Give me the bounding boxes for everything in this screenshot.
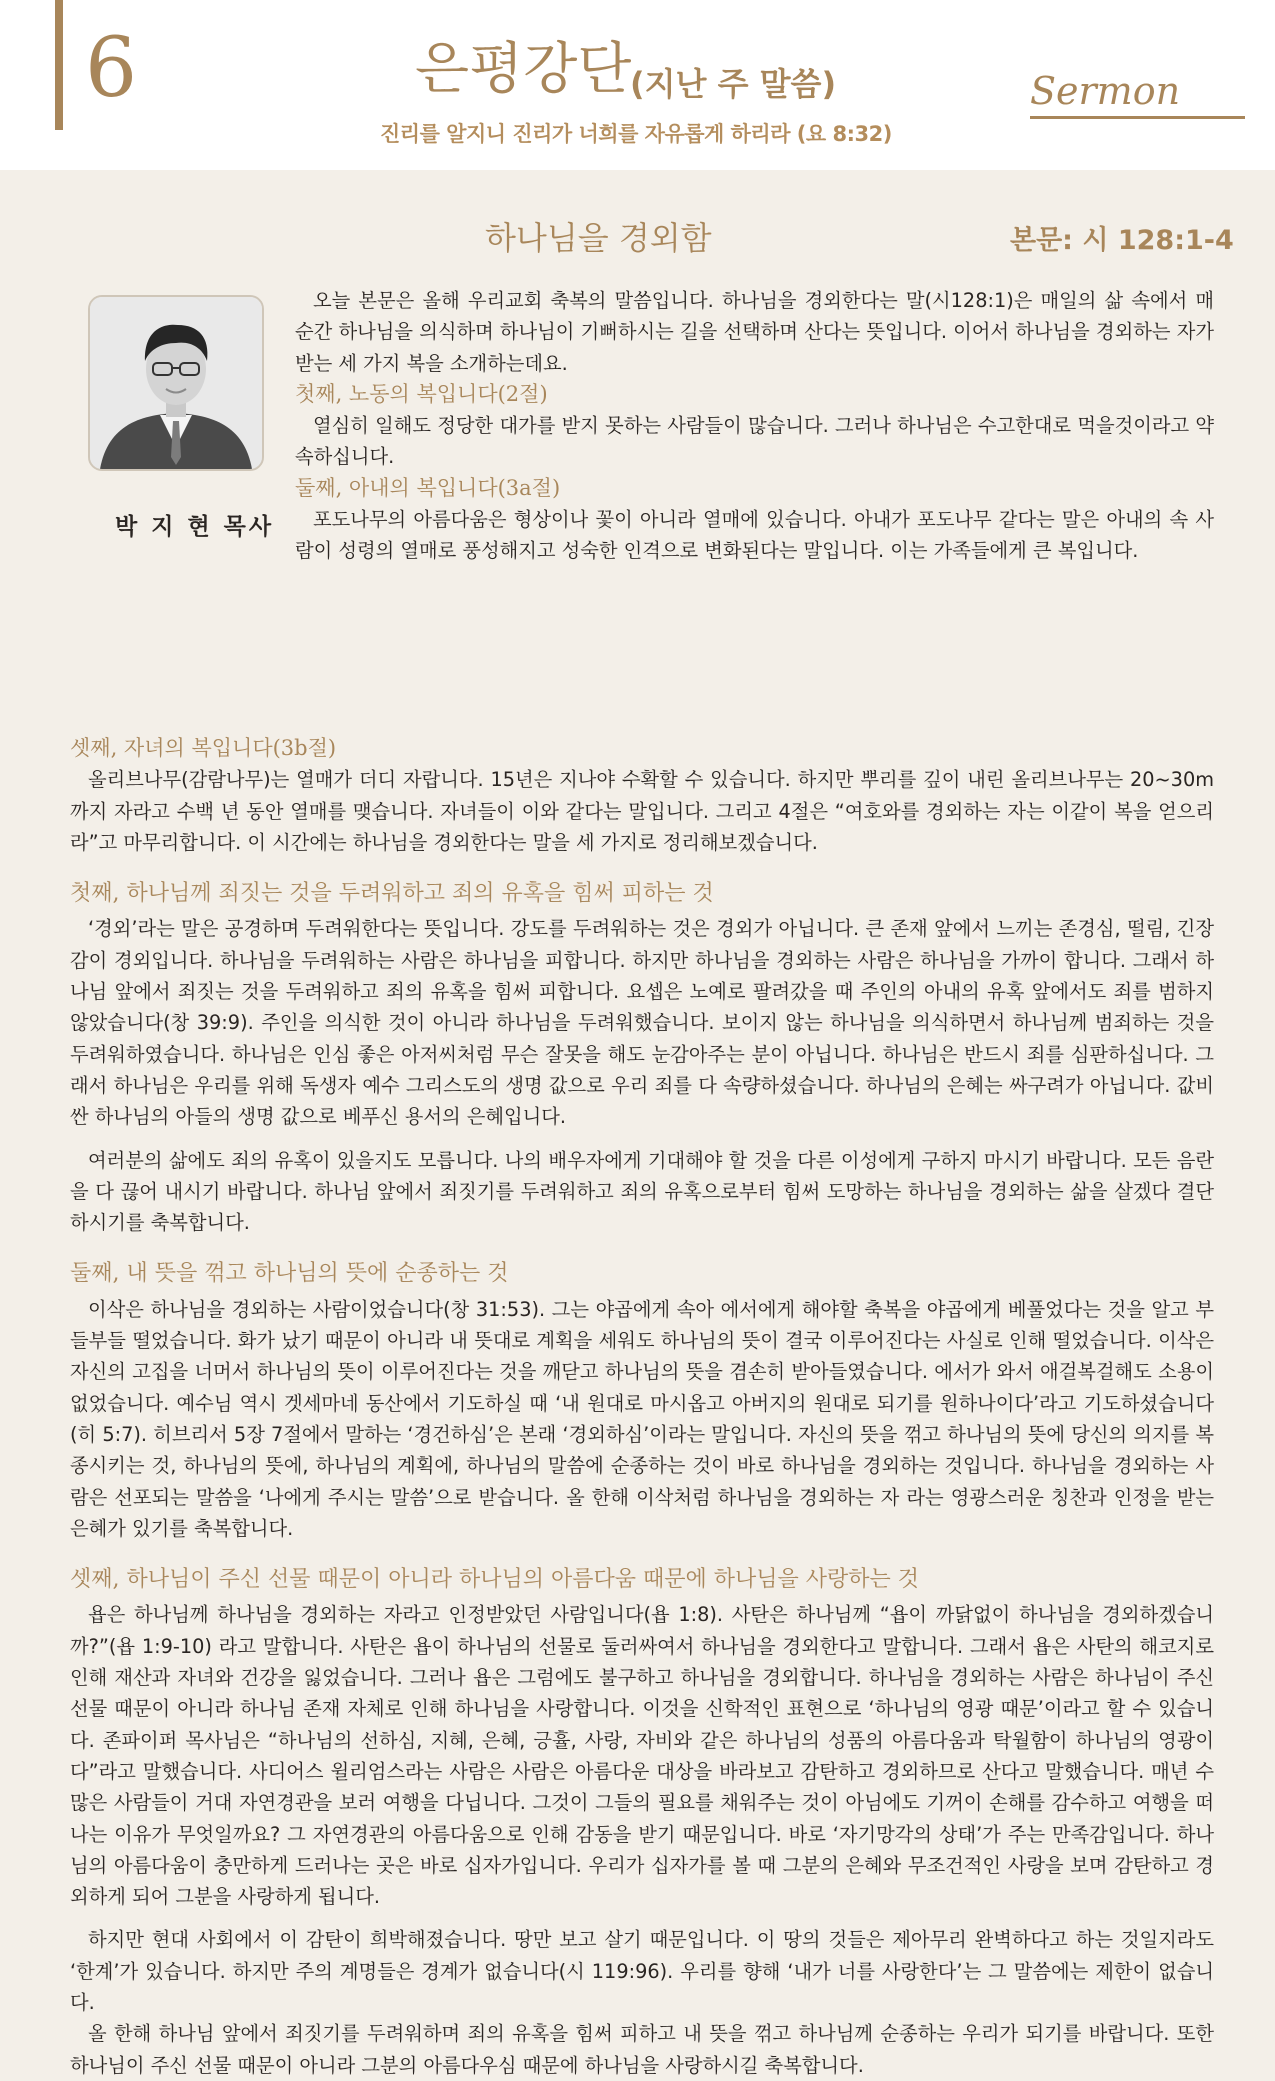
- blessing-text-1: 열심히 일해도 정당한 대가를 받지 못하는 사람들이 많습니다. 그러나 하나님은 수고한대로 먹을것이라고 약속하십니다.: [295, 414, 1214, 469]
- section-title: 은평강단: [415, 37, 632, 102]
- page-number: 6: [85, 21, 138, 116]
- section2-paragraph-1: 이삭은 하나님을 경외하는 사람이었습니다(창 31:53). 그는 야곱에게 속아 에서에게 해야할 축복을 야곱에게 베풀었다는 것을 알고 부들부들 떨었습니다. 화가 났기 때문이 아니라 내 뜻대로 계획을 세워도 하나님의 뜻이 결국 이루어진다는 사실로 인해 떨었습니다. 이삭은 자신의 고집을 너머서 하나님의 뜻이 이루어진다는 것을 깨닫고 하나님의 뜻을 겸손히 받아들였습니다. 에서가 와서 애걸복걸해도 소용이 없었습니다. 예수님 역시 겟세마네 동산에서 기도하실 때 ‘내 원대로 마시옵고 아버지의 원대로 되기를 원하나이다’라고 기도하셨습니다(히 5:7). 히브리서 5장 7절에서 말하는 ‘경건하심’은 본래 ‘경외하심’이라는 말입니다. 자신의 뜻을 꺾고 하나님의 뜻에 당신의 의지를 복종시키는 것, 하나님의 뜻에, 하나님의 계획에, 하나님의 말씀에 순종하는 것이 바로 하나님을 경외하는 것입니다. 하나님을 경외하는 사람은 선포되는 말씀을 ‘나에게 주시는 말씀’으로 받습니다. 올 한해 이삭처럼 하나님을 경외하는 자 라는 영광스러운 칭찬과 인정을 받는 은혜가 있기를 축복합니다.: [70, 1297, 1214, 1540]
- header-accent-bar: [55, 0, 63, 130]
- blessing-heading-3: 셋째, 자녀의 복입니다(3b절): [70, 736, 337, 760]
- section1-paragraph-1: ‘경외’라는 말은 공경하며 두려워한다는 뜻입니다. 강도를 두려워하는 것은 경외가 아닙니다. 큰 존재 앞에서 느끼는 존경심, 떨림, 긴장감이 경외입니다. 하나님을 두려워하는 사람은 하나님을 피합니다. 하지만 하나님을 경외하는 사람은 하나님을 가까이 합니다. 그래서 하나님 앞에서 죄짓는 것을 두려워하고 죄의 유혹을 힘써 피합니다. 요셉은 노예로 팔려갔을 때 주인의 아내의 유혹 앞에서도 죄를 범하지 않았습니다(창 39:9). 주인을 의식한 것이 아니라 하나님을 두려워했습니다. 보이지 않는 하나님을 의식하면서 하나님께 범죄하는 것을 두려워하였습니다. 하나님은 인심 좋은 아저씨처럼 무슨 잘못을 해도 눈감아주는 분이 아닙니다. 하나님은 반드시 죄를 심판하십니다. 그래서 하나님은 우리를 위해 독생자 예수 그리스도의 생명 값으로 우리 죄를 다 속량하셨습니다. 하나님의 은혜는 싸구려가 아닙니다. 값비싼 하나님의 아들의 생명 값으로 베푸신 용서의 은혜입니다.: [70, 917, 1214, 1129]
- section-heading-3: 셋째, 하나님이 주신 선물 때문이 아니라 하나님의 아름다움 때문에 하나님을 사랑하는 것: [70, 1567, 919, 1593]
- header-verse: 진리를 알지니 진리가 너희를 자유롭게 하리라 (요 8:32): [380, 122, 892, 146]
- page-header: [0, 0, 1275, 170]
- pastor-name: 박 지 현 목사: [115, 514, 275, 540]
- section1-paragraph-2: 여러분의 삶에도 죄의 유혹이 있을지도 모릅니다. 나의 배우자에게 기대해야 할 것을 다른 이성에게 구하지 마시기 바랍니다. 모든 음란을 다 끊어 내시기 바랍니다. 하나님 앞에서 죄짓기를 두려워하고 죄의 유혹으로부터 힘써 도망하는 하나님을 경외하는 삶을 살겠다 결단하시기를 축복합니다.: [70, 1148, 1214, 1235]
- section3-paragraph-2: 하지만 현대 사회에서 이 감탄이 희박해졌습니다. 땅만 보고 살기 때문입니다. 이 땅의 것들은 제아무리 완벽하다고 하는 것일지라도 ‘한계’가 있습니다. 하지만 주의 계명들은 경계가 없습니다(시 119:96). 우리를 향해 ‘내가 너를 사랑한다’는 그 말씀에는 제한이 없습니다.: [70, 1928, 1214, 2014]
- section-heading-1: 첫째, 하나님께 죄짓는 것을 두려워하고 죄의 유혹을 힘써 피하는 것: [70, 881, 714, 907]
- blessing-heading-1: 첫째, 노동의 복입니다(2절): [295, 381, 548, 406]
- blessing-text-3: 올리브나무(감람나무)는 열매가 더디 자랍니다. 15년은 지나야 수확할 수 있습니다. 하지만 뿌리를 깊이 내린 올리브나무는 20~30m까지 자라고 수백 년 동안 열매를 맺습니다. 자녀들이 이와 같다는 말입니다. 그리고 4절은 “여호와를 경외하는 자는 이같이 복을 얻으리라”고 마무리합니다. 이 시간에는 하나님을 경외한다는 말을 세 가지로 정리해보겠습니다.: [70, 768, 1214, 854]
- intro-paragraph: 오늘 본문은 올해 우리교회 축복의 말씀입니다. 하나님을 경외한다는 말(시128:1)은 매일의 삶 속에서 매 순간 하나님을 의식하며 하나님이 기뻐하시는 길을 선택하며 산다는 뜻입니다. 이어서 하나님을 경외하는 자가 받는 세 가지 복을 소개하는데요.: [295, 289, 1214, 375]
- blessing-text-2: 포도나무의 아름다움은 형상이나 꽃이 아니라 열매에 있습니다. 아내가 포도나무 같다는 말은 아내의 속 사람이 성령의 열매로 풍성해지고 성숙한 인격으로 변화된다는 말입니다. 이는 가족들에게 큰 복입니다.: [295, 508, 1214, 563]
- blessing-heading-2: 둘째, 아내의 복입니다(3a절): [295, 475, 561, 500]
- sermon-body: [70, 285, 1214, 2081]
- section-subtitle: (지난 주 말씀): [630, 65, 837, 103]
- sermon-content: [0, 170, 1275, 2078]
- sermon-title: 하나님을 경외함: [485, 219, 712, 257]
- scripture-reference: 본문: 시 128:1-4: [1010, 225, 1234, 256]
- section3-paragraph-3: 올 한해 하나님 앞에서 죄짓기를 두려워하며 죄의 유혹을 힘써 피하고 내 뜻을 꺾고 하나님께 순종하는 우리가 되기를 바랍니다. 또한 하나님이 주신 선물 때문이 아니라 그분의 아름다우심 때문에 하나님을 사랑하시길 축복합니다.: [70, 2022, 1214, 2077]
- section-heading-2: 둘째, 내 뜻을 꺾고 하나님의 뜻에 순종하는 것: [70, 1261, 509, 1287]
- photo-spacer: [70, 285, 295, 733]
- sermon-label: Sermon: [1030, 69, 1181, 113]
- section3-paragraph-1: 욥은 하나님께 하나님을 경외하는 자라고 인정받았던 사람입니다(욥 1:8). 사탄은 하나님께 “욥이 까닭없이 하나님을 경외하겠습니까?”(욥 1:9-10) 라고 말합니다. 사탄은 욥이 하나님의 선물로 둘러싸여서 하나님을 경외한다고 말합니다. 그래서 욥은 사탄의 해코지로인해 재산과 자녀와 건강을 잃었습니다. 그러나 욥은 그럼에도 불구하고 하나님을 경외합니다. 하나님을 경외하는 사람은 하나님이 주신 선물 때문이 아니라 하나님 존재 자체로 인해 하나님을 사랑합니다. 이것을 신학적인 표현으로 ‘하나님의 영광 때문’이라고 할 수 있습니다. 존파이퍼 목사님은 “하나님의 선하심, 지혜, 은혜, 긍휼, 사랑, 자비와 같은 하나님의 성품의 아름다움과 탁월함이 하나님의 영광이다”라고 말했습니다. 사디어스 윌리엄스라는 사람은 사람은 아름다운 대상을 바라보고 감탄하고 경외하므로 산다고 말했습니다. 매년 수많은 사람들이 거대 자연경관을 보러 여행을 다닙니다. 그것이 그들의 필요를 채워주는 것이 아님에도 기꺼이 손해를 감수하고 여행을 떠나는 이유가 무엇일까요? 그 자연경관의 아름다움으로 인해 감동을 받기 때문입니다. 바로 ‘자기망각의 상태’가 주는 만족감입니다. 하나님의 아름다움이 충만하게 드러나는 곳은 바로 십자가입니다. 우리가 십자가를 볼 때 그분의 은혜와 무조건적인 사랑을 보며 감탄하고 경외하게 되어 그분을 사랑하게 됩니다.: [70, 1603, 1214, 1909]
- header-divider: [1030, 116, 1245, 119]
